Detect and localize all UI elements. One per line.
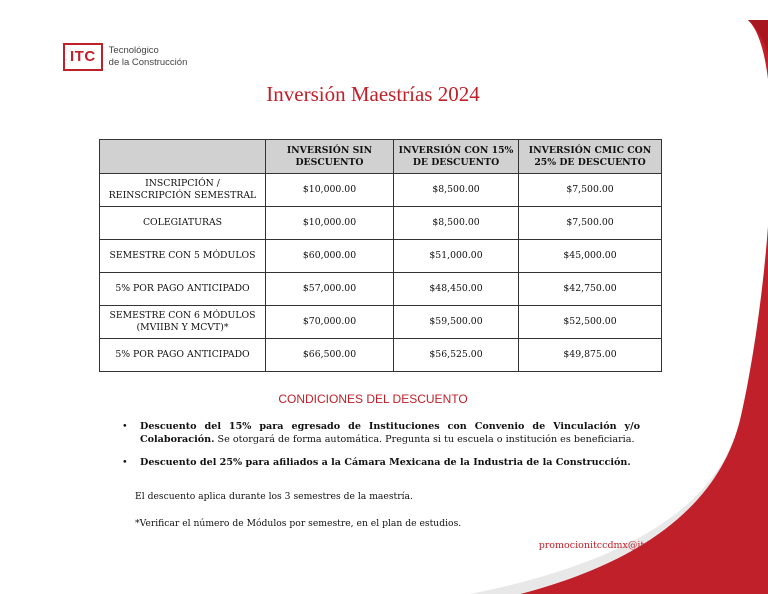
itc-logo	[63, 43, 187, 71]
bullet-1-text: Se otorgará de forma automática. Pregunta si tu escuela o institución es beneficiaria.	[214, 434, 635, 445]
page-title: Inversión Maestrías 2024	[266, 82, 480, 106]
header-cell-empty	[100, 140, 266, 174]
price-cell: $10,000.00	[266, 207, 394, 240]
price-cell: $48,450.00	[394, 273, 519, 306]
table-row	[100, 339, 662, 372]
header-cell-15-descuento: INVERSIÓN CON 15% DE DESCUENTO	[394, 140, 519, 174]
price-cell: $7,500.00	[519, 207, 662, 240]
price-cell: $8,500.00	[394, 174, 519, 207]
price-cell: $60,000.00	[266, 240, 394, 273]
price-cell: $56,525.00	[394, 339, 519, 372]
table-header-row	[100, 140, 662, 174]
table-row	[100, 174, 662, 207]
header-cell-sin-descuento: INVERSIÓN SIN DESCUENTO	[266, 140, 394, 174]
price-cell: $10,000.00	[266, 174, 394, 207]
price-cell: $57,000.00	[266, 273, 394, 306]
row-label: 5% POR PAGO ANTICIPADO	[100, 339, 266, 372]
conditions-title: CONDICIONES DEL DESCUENTO	[278, 392, 468, 406]
price-cell: $49,875.00	[519, 339, 662, 372]
bullet-icon: •	[122, 421, 128, 432]
row-label: SEMESTRE CON 5 MÓDULOS	[100, 240, 266, 273]
row-label: INSCRIPCIÓN / REINSCRIPCIÓN SEMESTRAL	[100, 174, 266, 207]
modules-note: *Verificar el número de Módulos por semestre, en el plan de estudios.	[135, 518, 462, 529]
price-cell: $45,000.00	[519, 240, 662, 273]
price-cell: $70,000.00	[266, 306, 394, 339]
investment-table	[99, 139, 662, 372]
price-cell: $59,500.00	[394, 306, 519, 339]
price-cell: $7,500.00	[519, 174, 662, 207]
price-cell: $52,500.00	[519, 306, 662, 339]
conditions-list	[120, 420, 640, 479]
logo-text	[109, 45, 188, 69]
discount-note: El descuento aplica durante los 3 semestres de la maestría.	[135, 491, 413, 502]
row-label: SEMESTRE CON 6 MÓDULOS (MVIIBN Y MCVT)*	[100, 306, 266, 339]
contact-email: promocionitccdmx@itc-ac.edu.mx	[538, 540, 702, 551]
table-row	[100, 306, 662, 339]
bullet-2-bold: Descuento del 25% para afiliados a la Cámara Mexicana de la Industria de la Construcción.	[140, 457, 631, 468]
logo-mark: ITC	[63, 43, 103, 71]
row-label: 5% POR PAGO ANTICIPADO	[100, 273, 266, 306]
price-cell: $66,500.00	[266, 339, 394, 372]
bullet-icon: •	[122, 457, 128, 468]
price-cell: $51,000.00	[394, 240, 519, 273]
list-item	[120, 420, 640, 446]
table-row	[100, 207, 662, 240]
table-row	[100, 273, 662, 306]
logo-line-2: de la Construcción	[108, 57, 188, 68]
bullet-1-bold: Descuento del 15% para egresado de Instituciones con Convenio de Vinculación y/o Colaboración.	[140, 421, 640, 445]
price-cell: $42,750.00	[519, 273, 662, 306]
price-cell: $8,500.00	[394, 207, 519, 240]
table-row	[100, 240, 662, 273]
logo-line-1: Tecnológico	[108, 45, 159, 56]
header-cell-cmic-25-descuento: INVERSIÓN CMIC CON 25% DE DESCUENTO	[519, 140, 662, 174]
row-label: COLEGIATURAS	[100, 207, 266, 240]
list-item	[120, 456, 640, 469]
